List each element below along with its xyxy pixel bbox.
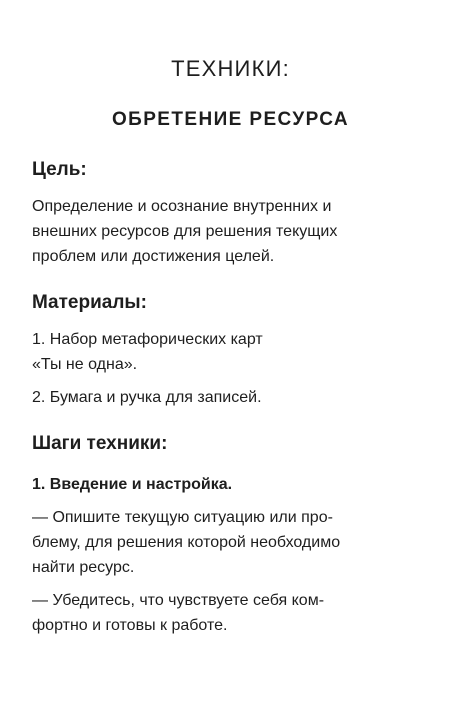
materials-item-line: 2. Бумага и ручка для записей. (32, 389, 262, 406)
goal-line: проблем или достижения целей. (32, 248, 275, 265)
materials-item-line: «Ты не одна». (32, 356, 138, 373)
step-line: фортно и готовы к работе. (32, 617, 228, 634)
step-line: найти ресурс. (32, 559, 135, 576)
materials-item-2 (32, 385, 432, 410)
step-line: блему, для решения которой необходимо (32, 534, 341, 551)
step-1-paragraph-2 (32, 588, 432, 638)
goal-line: Определение и осознание внутренних и (32, 198, 332, 215)
materials-heading: Материалы: (32, 292, 147, 313)
page-title: ТЕХНИКИ: (171, 56, 290, 81)
steps-heading: Шаги техники: (32, 433, 168, 454)
goal-heading: Цель: (32, 159, 87, 180)
page-subtitle: ОБРЕТЕНИЕ РЕСУРСА (112, 109, 349, 130)
step-1-paragraph-1 (32, 505, 432, 580)
step-line: — Убедитесь, что чувствуете себя ком- (32, 592, 325, 609)
goal-text (32, 194, 432, 269)
goal-section (32, 158, 432, 269)
materials-item-line: 1. Набор метафорических карт (32, 331, 263, 348)
step-1-title: 1. Введение и настройка. (32, 476, 233, 493)
step-line: — Опишите текущую ситуацию или про- (32, 509, 333, 526)
content-body (32, 158, 432, 638)
goal-line: внешних ресурсов для решения текущих (32, 223, 338, 240)
materials-item-1 (32, 327, 432, 377)
materials-section (32, 291, 432, 410)
steps-section (32, 432, 432, 638)
